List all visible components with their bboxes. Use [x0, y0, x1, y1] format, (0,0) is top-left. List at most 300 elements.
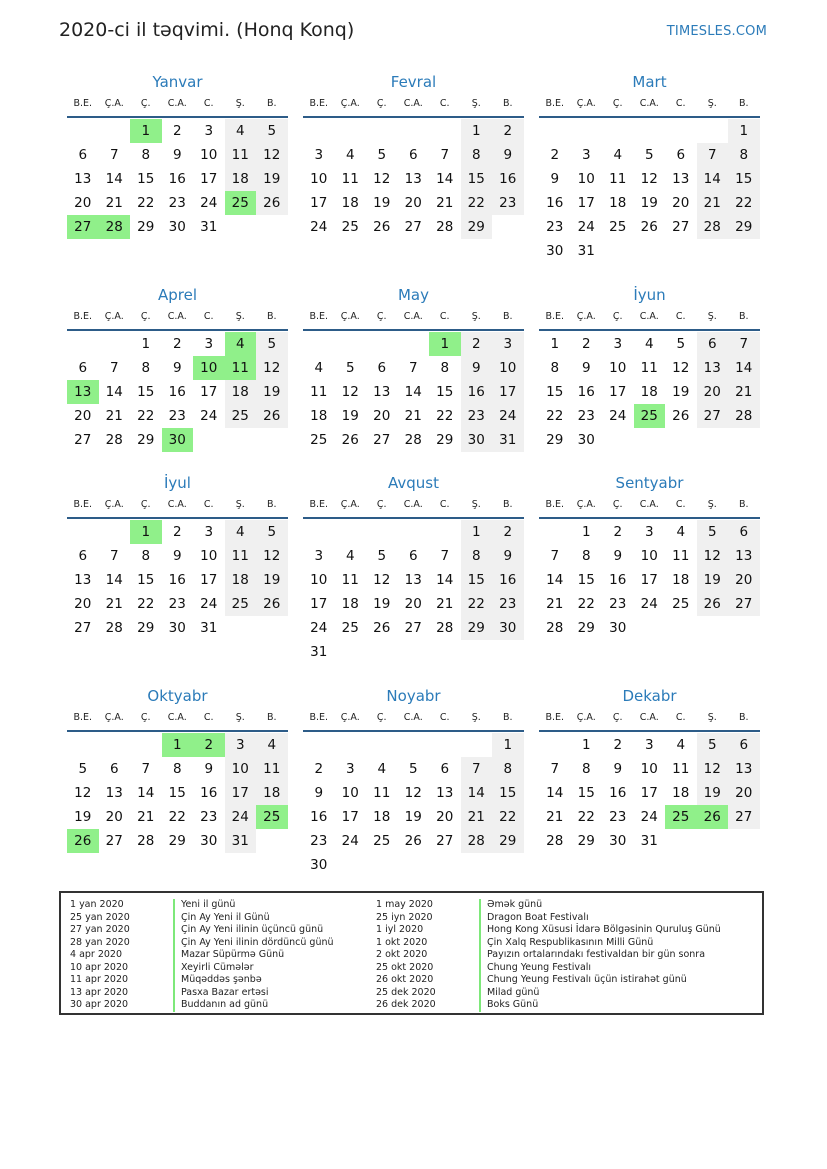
- day-cell: 14: [105, 171, 123, 187]
- day-cell: 14: [436, 171, 454, 187]
- day-cell: 9: [492, 544, 524, 568]
- day-cell: 10: [577, 171, 595, 187]
- day-cell: 18: [341, 195, 359, 211]
- day-cell: 25: [341, 219, 359, 235]
- weekday-label: C.: [675, 311, 686, 322]
- day-cell: 20: [74, 408, 92, 424]
- day-cell: 4: [345, 147, 355, 163]
- day-cell: 27: [672, 219, 690, 235]
- holiday-marker: [173, 974, 175, 987]
- day-cell: 21: [105, 596, 123, 612]
- month-sentyabr: [539, 472, 760, 640]
- day-cell: 10: [341, 785, 359, 801]
- day-cell: 7: [440, 147, 450, 163]
- legend-date: 1 okt 2020: [376, 936, 428, 948]
- day-cell: 24: [310, 620, 328, 636]
- month-name: Avqust: [388, 474, 439, 492]
- legend-holiday-name: Chung Yeung Festivalı üçün istirahət günü: [487, 974, 687, 985]
- weekday-label: B.E.: [309, 712, 329, 723]
- day-cell: 23: [461, 404, 493, 428]
- weekday-label: C.A.: [639, 712, 659, 723]
- day-cell: 3: [204, 123, 214, 139]
- weekday-label: Ç.A.: [340, 712, 360, 723]
- day-cell: 23: [168, 195, 186, 211]
- day-cell: 14: [546, 785, 564, 801]
- day-cell: 29: [461, 616, 493, 640]
- day-cell: 2: [492, 119, 524, 143]
- empty-cell: [539, 520, 571, 544]
- weekday-label: B.E.: [309, 499, 329, 510]
- empty-cell: [697, 119, 729, 143]
- legend-row: [367, 999, 721, 1012]
- brand-link[interactable]: TIMESLES.COM: [666, 24, 767, 39]
- day-cell: 12: [256, 143, 288, 167]
- legend-date: 2 okt 2020: [376, 949, 428, 960]
- holiday-marker: [479, 924, 481, 937]
- empty-cell: [366, 733, 398, 757]
- day-cell: 1: [581, 524, 591, 540]
- empty-cell: [461, 733, 493, 757]
- day-cell: 19: [640, 195, 658, 211]
- weekday-label: B.: [266, 311, 277, 322]
- holiday-marker: [173, 899, 175, 912]
- day-cell: 20: [728, 781, 760, 805]
- day-cell: 11: [672, 761, 690, 777]
- day-cell: 18: [373, 809, 391, 825]
- day-cell: 7: [109, 548, 119, 564]
- day-cell: 11: [672, 548, 690, 564]
- day-cell: 27: [74, 620, 92, 636]
- day-cell: 30: [461, 428, 493, 452]
- day-cell: 12: [74, 785, 92, 801]
- weekday-label: Ş.: [707, 98, 717, 109]
- legend-date: 25 okt 2020: [376, 961, 434, 973]
- day-cell: 20: [672, 195, 690, 211]
- day-cell: 8: [728, 143, 760, 167]
- day-cell: 27: [436, 833, 454, 849]
- weekday-label: Ç.: [140, 499, 151, 510]
- weekday-label: Ş.: [471, 311, 481, 322]
- day-cell: 6: [109, 761, 119, 777]
- day-cell: 2: [613, 524, 623, 540]
- weekday-label: C.A.: [639, 311, 659, 322]
- weekday-label: Ç.: [376, 712, 387, 723]
- day-cell: 22: [168, 809, 186, 825]
- weekday-label: Ç.A.: [104, 712, 124, 723]
- month-avqust: [303, 472, 524, 664]
- day-cell: 2: [461, 332, 493, 356]
- day-cell: 15: [137, 171, 155, 187]
- weekday-label: Ç.A.: [104, 98, 124, 109]
- day-cell: 17: [200, 384, 218, 400]
- day-cell: 26: [640, 219, 658, 235]
- weekday-label: Ç.A.: [340, 98, 360, 109]
- page-title: 2020-ci il təqvimi. (Honq Konq): [59, 19, 355, 41]
- day-cell: 7: [440, 548, 450, 564]
- day-cell: 4: [676, 524, 686, 540]
- day-cell: 13: [373, 384, 391, 400]
- day-cell: 5: [345, 360, 355, 376]
- day-cell: 8: [141, 147, 151, 163]
- day-cell: 13: [728, 544, 760, 568]
- day-cell: 29: [168, 833, 186, 849]
- day-cell: 3: [613, 336, 623, 352]
- legend-date: 27 yan 2020: [70, 924, 130, 935]
- day-cell: 31: [492, 428, 524, 452]
- weekday-header: [303, 306, 524, 331]
- day-cell: 4: [345, 548, 355, 564]
- day-cell: 30: [609, 833, 627, 849]
- day-cell: 22: [137, 408, 155, 424]
- day-cell: 4: [225, 119, 257, 143]
- day-cell: 26: [256, 191, 288, 215]
- day-cell: 15: [577, 785, 595, 801]
- day-cell: 2: [550, 147, 560, 163]
- day-cell: 22: [728, 191, 760, 215]
- weekday-label: C.A.: [403, 98, 423, 109]
- day-cell: 15: [436, 384, 454, 400]
- holiday-day-cell: 26: [697, 805, 729, 829]
- day-cell: 14: [546, 572, 564, 588]
- day-cell: 26: [373, 219, 391, 235]
- day-cell: 29: [577, 833, 595, 849]
- day-cell: 9: [172, 360, 182, 376]
- legend-row: [367, 924, 721, 937]
- day-cell: 29: [461, 215, 493, 239]
- empty-cell: [130, 733, 162, 757]
- weekday-label: Ş.: [707, 499, 717, 510]
- day-cell: 13: [697, 356, 729, 380]
- day-cell: 26: [373, 620, 391, 636]
- day-cell: 7: [408, 360, 418, 376]
- holiday-marker: [173, 924, 175, 937]
- weekday-label: Ç.A.: [340, 499, 360, 510]
- legend-date: 26 dek 2020: [376, 999, 436, 1010]
- legend-holiday-name: Çin Xalq Respublikasının Milli Günü: [487, 936, 654, 948]
- day-cell: 13: [436, 785, 454, 801]
- day-cell: 12: [341, 384, 359, 400]
- day-cell: 15: [577, 572, 595, 588]
- day-cell: 9: [613, 548, 623, 564]
- day-cell: 25: [310, 432, 328, 448]
- empty-cell: [335, 119, 367, 143]
- day-cell: 19: [256, 380, 288, 404]
- holiday-day-cell: 26: [67, 829, 99, 853]
- day-cell: 9: [314, 785, 324, 801]
- holiday-marker: [173, 937, 175, 950]
- day-cell: 19: [672, 384, 690, 400]
- weekday-label: C.: [203, 311, 214, 322]
- day-cell: 22: [577, 596, 595, 612]
- day-cell: 6: [697, 332, 729, 356]
- day-cell: 22: [546, 408, 564, 424]
- legend-row: [61, 962, 334, 975]
- weekday-label: B.E.: [73, 499, 93, 510]
- day-cell: 30: [168, 219, 186, 235]
- day-cell: 13: [404, 572, 422, 588]
- day-cell: 28: [105, 620, 123, 636]
- day-grid: [67, 119, 288, 239]
- weekday-label: B.E.: [73, 98, 93, 109]
- day-cell: 23: [168, 408, 186, 424]
- day-cell: 19: [256, 568, 288, 592]
- day-cell: 5: [377, 548, 387, 564]
- weekday-label: B.E.: [545, 311, 565, 322]
- day-cell: 26: [256, 592, 288, 616]
- legend-row: [367, 899, 721, 912]
- day-cell: 13: [672, 171, 690, 187]
- day-cell: 5: [256, 332, 288, 356]
- day-cell: 19: [256, 167, 288, 191]
- legend-row: [367, 912, 721, 925]
- weekday-label: Ç.A.: [576, 311, 596, 322]
- day-cell: 3: [644, 737, 654, 753]
- day-cell: 14: [461, 781, 493, 805]
- day-cell: 10: [310, 572, 328, 588]
- day-cell: 16: [577, 384, 595, 400]
- day-cell: 9: [204, 761, 214, 777]
- day-cell: 2: [492, 520, 524, 544]
- day-cell: 31: [640, 833, 658, 849]
- day-cell: 18: [672, 572, 690, 588]
- legend-date: 25 dek 2020: [376, 986, 436, 998]
- empty-cell: [99, 520, 131, 544]
- day-cell: 16: [200, 785, 218, 801]
- weekday-label: Ş.: [707, 712, 717, 723]
- day-cell: 14: [436, 572, 454, 588]
- day-cell: 11: [373, 785, 391, 801]
- day-cell: 24: [200, 596, 218, 612]
- day-cell: 31: [200, 620, 218, 636]
- day-cell: 15: [492, 781, 524, 805]
- weekday-label: B.: [502, 499, 513, 510]
- empty-cell: [429, 733, 461, 757]
- day-cell: 16: [492, 167, 524, 191]
- legend-holiday-name: Dragon Boat Festivalı: [487, 911, 589, 923]
- weekday-label: C.A.: [639, 98, 659, 109]
- legend-holiday-name: Boks Günü: [487, 999, 539, 1010]
- day-cell: 20: [404, 195, 422, 211]
- day-cell: 21: [461, 805, 493, 829]
- day-cell: 15: [137, 572, 155, 588]
- day-cell: 6: [728, 733, 760, 757]
- day-cell: 28: [137, 833, 155, 849]
- weekday-header: [303, 93, 524, 118]
- day-cell: 16: [168, 572, 186, 588]
- weekday-label: B.E.: [545, 499, 565, 510]
- day-cell: 10: [200, 548, 218, 564]
- day-cell: 22: [436, 408, 454, 424]
- empty-cell: [366, 332, 398, 356]
- legend-date: 13 apr 2020: [70, 986, 129, 998]
- empty-cell: [429, 520, 461, 544]
- weekday-label: Ç.: [612, 98, 623, 109]
- month-name: Sentyabr: [615, 474, 684, 492]
- weekday-label: B.: [266, 98, 277, 109]
- day-cell: 20: [404, 596, 422, 612]
- holiday-marker: [479, 974, 481, 987]
- day-cell: 24: [640, 596, 658, 612]
- day-cell: 5: [256, 119, 288, 143]
- day-cell: 31: [200, 219, 218, 235]
- day-cell: 28: [461, 829, 493, 853]
- day-grid: [303, 733, 524, 877]
- day-cell: 15: [461, 568, 493, 592]
- weekday-label: Ç.: [140, 311, 151, 322]
- empty-cell: [99, 332, 131, 356]
- weekday-label: B.: [738, 712, 749, 723]
- day-cell: 23: [310, 833, 328, 849]
- weekday-label: B.E.: [309, 311, 329, 322]
- weekday-label: B.E.: [545, 712, 565, 723]
- holiday-marker: [173, 962, 175, 975]
- empty-cell: [99, 733, 131, 757]
- day-cell: 9: [172, 548, 182, 564]
- day-cell: 12: [256, 544, 288, 568]
- day-cell: 22: [577, 809, 595, 825]
- day-cell: 26: [404, 833, 422, 849]
- day-cell: 15: [728, 167, 760, 191]
- day-cell: 5: [408, 761, 418, 777]
- month-name: May: [397, 286, 429, 304]
- legend-holiday-name: Müqəddəs şənbə: [181, 974, 262, 985]
- month-name: Fevral: [390, 73, 437, 91]
- month-name: İyun: [633, 286, 666, 304]
- day-grid: [303, 332, 524, 452]
- day-cell: 16: [461, 380, 493, 404]
- day-cell: 8: [492, 757, 524, 781]
- day-cell: 23: [200, 809, 218, 825]
- day-cell: 26: [672, 408, 690, 424]
- day-cell: 21: [404, 408, 422, 424]
- weekday-header: [539, 494, 760, 519]
- day-cell: 28: [697, 215, 729, 239]
- day-cell: 27: [728, 592, 760, 616]
- day-cell: 9: [581, 360, 591, 376]
- weekday-label: Ç.: [612, 499, 623, 510]
- day-cell: 24: [200, 195, 218, 211]
- holiday-marker: [479, 937, 481, 950]
- legend-date: 4 apr 2020: [70, 949, 123, 960]
- legend-row: [61, 949, 334, 962]
- empty-cell: [398, 332, 430, 356]
- day-cell: 13: [74, 572, 92, 588]
- legend-holiday-name: Buddanın ad günü: [181, 999, 269, 1010]
- day-cell: 21: [546, 809, 564, 825]
- holiday-day-cell: 28: [99, 215, 131, 239]
- day-cell: 21: [728, 380, 760, 404]
- day-cell: 21: [436, 596, 454, 612]
- month-i̇yun: [539, 284, 760, 452]
- weekday-label: Ç.: [140, 712, 151, 723]
- month-dekabr: [539, 685, 760, 853]
- day-cell: 13: [105, 785, 123, 801]
- day-cell: 4: [644, 336, 654, 352]
- holiday-marker: [479, 987, 481, 1000]
- day-cell: 16: [492, 568, 524, 592]
- day-cell: 9: [492, 143, 524, 167]
- weekday-label: C.: [203, 712, 214, 723]
- day-cell: 20: [697, 380, 729, 404]
- month-oktyabr: [67, 685, 288, 853]
- weekday-label: Ş.: [235, 499, 245, 510]
- day-cell: 29: [728, 215, 760, 239]
- day-cell: 7: [550, 548, 560, 564]
- weekday-label: B.: [266, 499, 277, 510]
- day-grid: [303, 520, 524, 664]
- day-cell: 19: [697, 781, 729, 805]
- day-cell: 29: [137, 219, 155, 235]
- day-cell: 14: [697, 167, 729, 191]
- weekday-label: Ş.: [471, 712, 481, 723]
- day-cell: 4: [676, 737, 686, 753]
- day-cell: 8: [550, 360, 560, 376]
- legend-holiday-name: Çin Ay Yeni il Günü: [181, 911, 270, 923]
- day-cell: 12: [373, 171, 391, 187]
- day-cell: 5: [256, 520, 288, 544]
- empty-cell: [665, 119, 697, 143]
- weekday-label: B.E.: [309, 98, 329, 109]
- weekday-label: C.A.: [403, 499, 423, 510]
- day-cell: 17: [310, 596, 328, 612]
- holiday-day-cell: 2: [193, 733, 225, 757]
- weekday-header: [303, 494, 524, 519]
- day-cell: 31: [577, 243, 595, 259]
- weekday-label: B.: [502, 311, 513, 322]
- empty-cell: [67, 119, 99, 143]
- weekday-label: C.A.: [167, 98, 187, 109]
- day-cell: 22: [137, 195, 155, 211]
- weekday-label: Ç.: [376, 311, 387, 322]
- legend-row: [367, 937, 721, 950]
- day-cell: 30: [168, 620, 186, 636]
- weekday-label: C.: [675, 98, 686, 109]
- weekday-label: Ç.: [612, 712, 623, 723]
- day-cell: 10: [609, 360, 627, 376]
- day-cell: 18: [310, 408, 328, 424]
- holiday-day-cell: 30: [162, 428, 194, 452]
- weekday-label: C.: [203, 98, 214, 109]
- empty-cell: [67, 520, 99, 544]
- day-grid: [539, 733, 760, 853]
- day-cell: 1: [461, 520, 493, 544]
- weekday-label: C.: [675, 712, 686, 723]
- day-cell: 2: [314, 761, 324, 777]
- day-cell: 26: [256, 404, 288, 428]
- weekday-label: Ş.: [471, 98, 481, 109]
- day-cell: 17: [310, 195, 328, 211]
- holiday-day-cell: 1: [130, 119, 162, 143]
- legend-date: 1 yan 2020: [70, 899, 124, 910]
- day-grid: [539, 332, 760, 452]
- day-cell: 6: [78, 548, 88, 564]
- day-cell: 10: [492, 356, 524, 380]
- day-cell: 12: [697, 544, 729, 568]
- legend-row: [367, 962, 721, 975]
- weekday-label: B.: [738, 499, 749, 510]
- day-cell: 26: [341, 432, 359, 448]
- holiday-day-cell: 1: [429, 332, 461, 356]
- empty-cell: [303, 520, 335, 544]
- weekday-label: Ç.A.: [340, 311, 360, 322]
- day-cell: 27: [697, 404, 729, 428]
- day-cell: 29: [436, 432, 454, 448]
- weekday-label: C.A.: [167, 311, 187, 322]
- day-cell: 8: [172, 761, 182, 777]
- day-cell: 16: [546, 195, 564, 211]
- day-cell: 18: [609, 195, 627, 211]
- weekday-label: C.A.: [639, 499, 659, 510]
